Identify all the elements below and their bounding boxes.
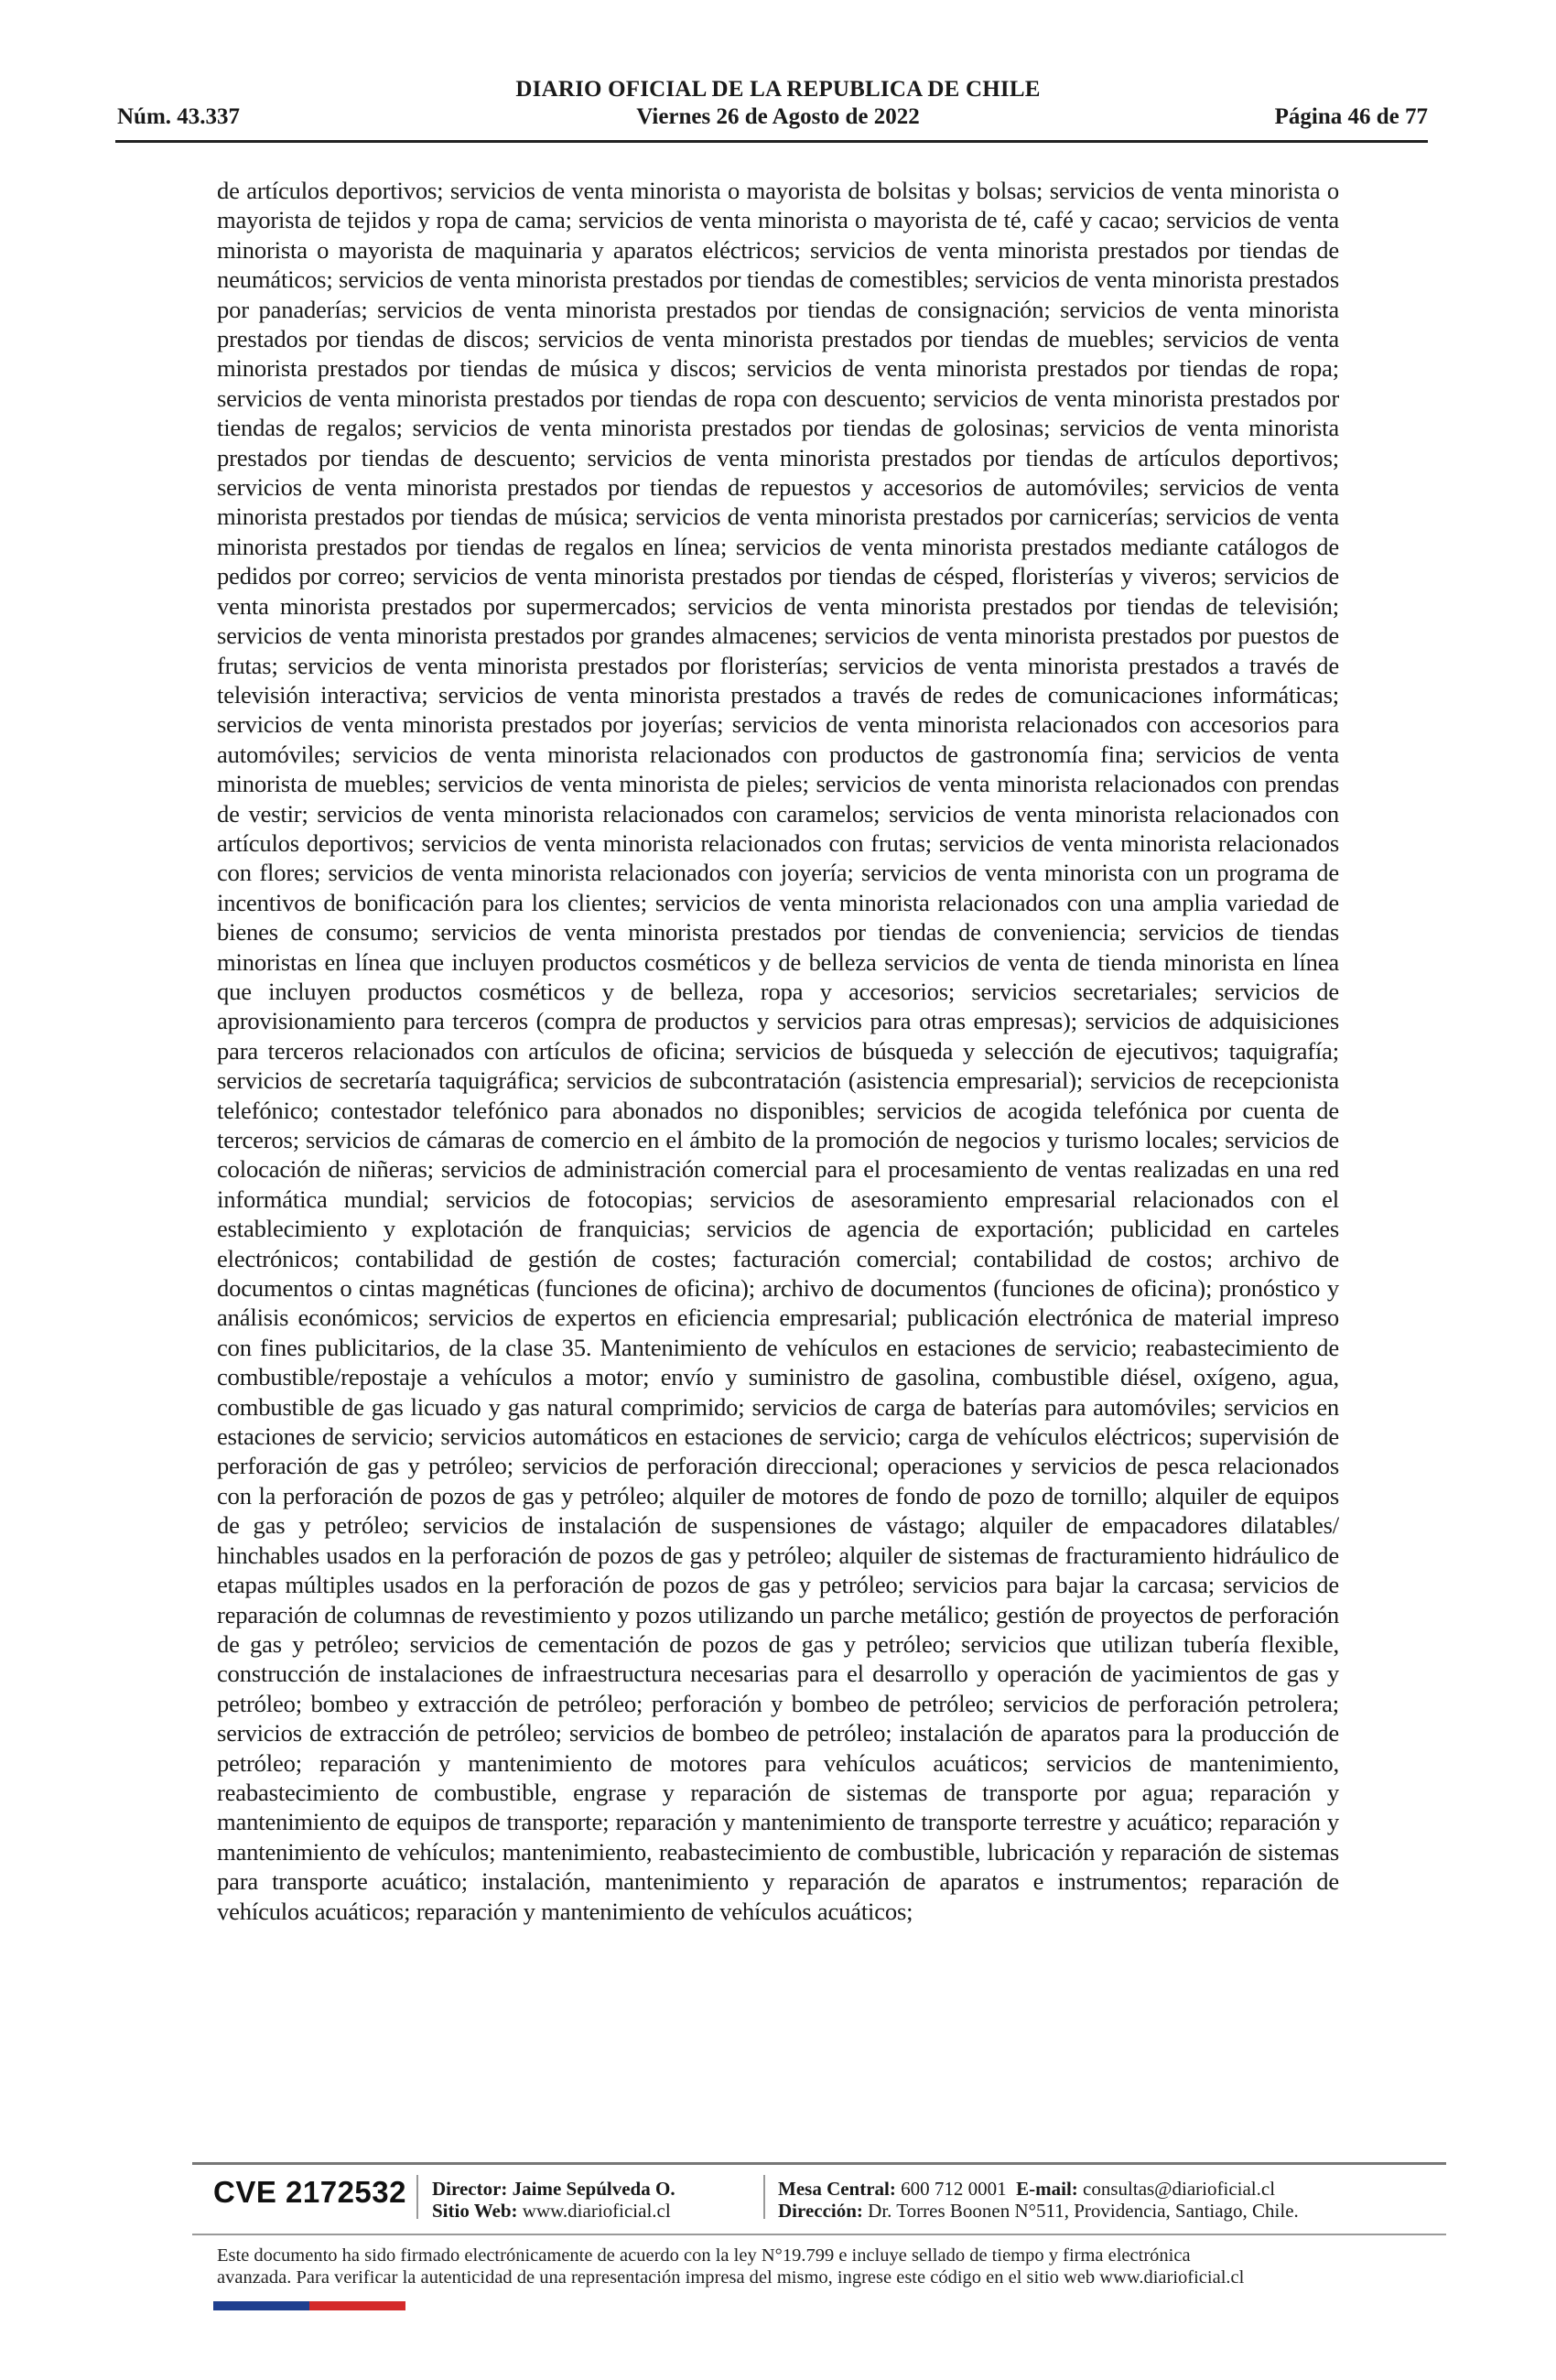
newspaper-title: DIARIO OFICIAL DE LA REPUBLICA DE CHILE	[515, 77, 1041, 102]
address-label: Dirección:	[778, 2200, 863, 2222]
email-label: E-mail:	[1016, 2178, 1078, 2200]
director-label: Director:	[432, 2178, 508, 2200]
address-value: Dr. Torres Boonen N°511, Providencia, Santiago, Chile.	[868, 2200, 1299, 2222]
issue-number: Núm. 43.337	[117, 104, 241, 129]
cve-code: CVE 2172532	[213, 2175, 406, 2209]
footer-separator	[763, 2175, 765, 2219]
footer-director-block	[432, 2178, 675, 2222]
web-label: Sitio Web:	[432, 2200, 518, 2222]
signature-notice	[217, 2245, 1361, 2288]
flag-bar-red	[309, 2301, 405, 2310]
footer-divider-bottom	[192, 2234, 1446, 2235]
phone-label: Mesa Central:	[778, 2178, 896, 2200]
footer-divider-top	[192, 2162, 1446, 2165]
director-name: Jaime Sepúlveda O.	[512, 2178, 675, 2200]
signature-notice-line: Este documento ha sido firmado electrónicamente de acuerdo con la ley N°19.799 e incluye sellado de tiempo y firma electrónica	[217, 2245, 1191, 2266]
signature-notice-line: avanzada. Para verificar la autenticidad de una representación impresa del mismo, ingrese este código en el sitio web www.diarioficial.cl	[217, 2267, 1245, 2288]
flag-bar-blue	[213, 2301, 309, 2310]
footer-contact-block	[778, 2178, 1299, 2222]
web-link[interactable]: www.diarioficial.cl	[522, 2200, 671, 2222]
page-number: Página 46 de 77	[1274, 104, 1428, 129]
footer-separator	[416, 2175, 418, 2219]
header-divider	[115, 140, 1428, 143]
email-link[interactable]: consultas@diarioficial.cl	[1083, 2178, 1276, 2200]
issue-date: Viernes 26 de Agosto de 2022	[636, 104, 920, 129]
phone-value: 600 712 0001	[901, 2178, 1007, 2200]
body-paragraph: de artículos deportivos; servicios de venta minorista o mayorista de bolsitas y bolsas; servicios de venta minorista o mayorista de tejidos y ropa de cama; servicios de venta minorista o mayorista de té, café y cacao; servicios de venta minorista o mayorista de maquinaria y aparatos eléctricos; servicios de venta minorista prestados por tiendas de neumáticos; servicios de venta minorista prestados por tiendas de comestibles; servicios de venta minorista prestados por panaderías; servicios de venta minorista prestados por tiendas de consignación; servicios de venta minorista prestados por tiendas de discos; servicios de venta minorista prestados por tiendas de muebles; servicios de venta minorista prestados por tiendas de música y discos; servicios de venta minorista prestados por tiendas de ropa; servicios de venta minorista prestados por tiendas de ropa con descuento; servicios de venta minorista prestados por tiendas de regalos; servicios de venta minorista prestados por tiendas de golosinas; servicios de venta minorista prestados por tiendas de descuento; servicios de venta minorista prestados por tiendas de artículos deportivos; servicios de venta minorista prestados por tiendas de repuestos y accesorios de automóviles; servicios de venta minorista prestados por tiendas de música; servicios de venta minorista prestados por carnicerías; servicios de venta minorista prestados por tiendas de regalos en línea; servicios de venta minorista prestados mediante catálogos de pedidos por correo; servicios de venta minorista prestados por tiendas de césped, floristerías y viveros; servicios de venta minorista prestados por supermercados; servicios de venta minorista prestados por tiendas de televisión; servicios de venta minorista prestados por grandes almacenes; servicios de venta minorista prestados por puestos de frutas; servicios de venta minorista prestados por floristerías; servicios de venta minorista prestados a través de televisión interactiva; servicios de venta minorista prestados a través de redes de comunicaciones informáticas; servicios de venta minorista prestados por joyerías; servicios de venta minorista relacionados con accesorios para automóviles; servicios de venta minorista relacionados con productos de gastronomía fina; servicios de venta minorista de muebles; servicios de venta minorista de pieles; servicios de venta minorista relacionados con prendas de vestir; servicios de venta minorista relacionados con caramelos; servicios de venta minorista relacionados con artículos deportivos; servicios de venta minorista relacionados con frutas; servicios de venta minorista relacionados con flores; servicios de venta minorista relacionados con joyería; servicios de venta minorista con un programa de incentivos de bonificación para los clientes; servicios de venta minorista relacionados con una amplia variedad de bienes de consumo; servicios de venta minorista prestados por tiendas de conveniencia; servicios de tiendas minoristas en línea que incluyen productos cosméticos y de belleza servicios de venta de tienda minorista en línea que incluyen productos cosméticos y de belleza, ropa y accesorios; servicios secretariales; servicios de aprovisionamiento para terceros (compra de productos y servicios para otras empresas); servicios de adquisiciones para terceros relacionados con artículos de oficina; servicios de búsqueda y selección de ejecutivos; taquigrafía; servicios de secretaría taquigráfica; servicios de subcontratación (asistencia empresarial); servicios de recepcionista telefónico; contestador telefónico para abonados no disponibles; servicios de acogida telefónica por cuenta de terceros; servicios de cámaras de comercio en el ámbito de la promoción de negocios y turismo locales; servicios de colocación de niñeras; servicios de administración comercial para el procesamiento de ventas realizadas en una red informática mundial; servicios de fotocopias; servicios de asesoramiento empresarial relacionados con el establecimiento y explotación de franquicias; servicios de agencia de exportación; publicidad en carteles electrónicos; contabilidad de gestión de costes; facturación comercial; contabilidad de costos; archivo de documentos o cintas magnéticas (funciones de oficina); archivo de documentos (funciones de oficina); pronóstico y análisis económicos; servicios de expertos en eficiencia empresarial; publicación electrónica de material impreso con fines publicitarios, de la clase 35. Mantenimiento de vehículos en estaciones de servicio; reabastecimiento de combustible/repostaje a vehículos a motor; envío y suministro de gasolina, combustible diésel, oxígeno, agua, combustible de gas licuado y gas natural comprimido; servicios de carga de baterías para automóviles; servicios en estaciones de servicio; servicios automáticos en estaciones de servicio; carga de vehículos eléctricos; supervisión de perforación de gas y petróleo; servicios de perforación direccional; operaciones y servicios de pesca relacionados con la perforación de pozos de gas y petróleo; alquiler de motores de fondo de pozo de tornillo; alquiler de equipos de gas y petróleo; servicios de instalación de suspensiones de vástago; alquiler de empacadores dilatables/ hinchables usados en la perforación de pozos de gas y petróleo; alquiler de sistemas de fracturamiento hidráulico de etapas múltiples usados en la perforación de pozos de gas y petróleo; servicios para bajar la carcasa; servicios de reparación de columnas de revestimiento y pozos utilizando un parche metálico; gestión de proyectos de perforación de gas y petróleo; servicios de cementación de pozos de gas y petróleo; servicios que utilizan tubería flexible, construcción de instalaciones de infraestructura necesarias para el desarrollo y operación de yacimientos de gas y petróleo; bombeo y extracción de petróleo; perforación y bombeo de petróleo; servicios de perforación petrolera; servicios de extracción de petróleo; servicios de bombeo de petróleo; instalación de aparatos para la producción de petróleo; reparación y mantenimiento de motores para vehículos acuáticos; servicios de mantenimiento, reabastecimiento de combustible, engrase y reparación de sistemas de transporte por agua; reparación y mantenimiento de equipos de transporte; reparación y mantenimiento de transporte terrestre y acuático; reparación y mantenimiento de vehículos; mantenimiento, reabastecimiento de combustible, lubricación y reparación de sistemas para transporte acuático; instalación, mantenimiento y reparación de aparatos e instrumentos; reparación de vehículos acuáticos; reparación y mantenimiento de vehículos acuáticos;	[217, 177, 1339, 1925]
